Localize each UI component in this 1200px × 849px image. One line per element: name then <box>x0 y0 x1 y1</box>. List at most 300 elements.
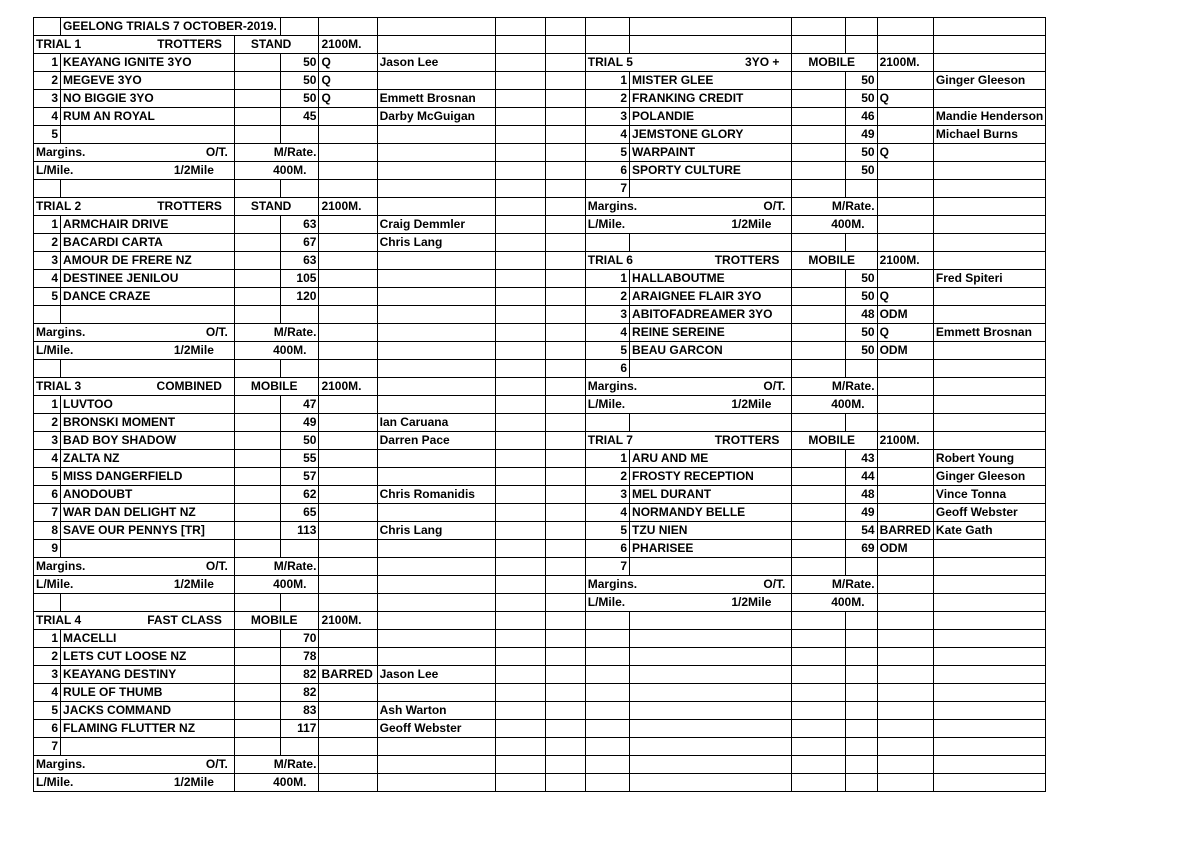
grid-row <box>34 18 1200 36</box>
gap-cell <box>495 414 545 432</box>
grid-row <box>34 738 1200 756</box>
grid-cell <box>933 612 1045 630</box>
gap-cell <box>495 504 545 522</box>
trial-sheet <box>33 17 1200 792</box>
grid-cell <box>61 360 235 378</box>
grid-row <box>34 108 1200 126</box>
runner-number: 7 <box>585 558 629 576</box>
grid-cell <box>319 594 377 612</box>
trial-start-type: MOBILE <box>808 253 856 267</box>
runner-number: 6 <box>585 162 629 180</box>
gap-cell <box>546 306 585 324</box>
handicap: 43 <box>846 450 877 468</box>
handicap <box>280 540 319 558</box>
runner-number: 3 <box>585 486 629 504</box>
runner-number: 3 <box>585 306 629 324</box>
gap-cell <box>546 162 585 180</box>
gap-cell <box>546 234 585 252</box>
gap-cell <box>546 72 585 90</box>
gap-cell <box>495 468 545 486</box>
handicap: 82 <box>280 684 319 702</box>
handicap: 63 <box>280 216 319 234</box>
grid-cell <box>234 144 319 162</box>
gap-cell <box>546 702 585 720</box>
driver-name: Darby McGuigan <box>377 108 495 126</box>
grid-cell <box>792 108 846 126</box>
grid-cell <box>377 576 495 594</box>
horse-name: MACELLI <box>61 630 235 648</box>
grid-cell <box>234 756 319 774</box>
gap-cell <box>546 468 585 486</box>
runner-note <box>877 180 933 198</box>
grid-cell <box>877 396 933 414</box>
grid-cell <box>234 72 280 90</box>
grid-cell <box>792 90 846 108</box>
driver-name <box>377 126 495 144</box>
gap-cell <box>495 198 545 216</box>
grid-cell <box>877 702 933 720</box>
grid-cell <box>585 702 629 720</box>
grid-cell <box>585 36 629 54</box>
grid-cell <box>34 558 235 576</box>
runner-note: Q <box>877 288 933 306</box>
grid-cell <box>585 216 792 234</box>
grid-cell <box>234 108 280 126</box>
margins-label: Margins. <box>587 379 638 393</box>
grid-row <box>34 180 1200 198</box>
handicap: 120 <box>280 288 319 306</box>
gap-cell <box>546 630 585 648</box>
grid-cell <box>234 342 319 360</box>
driver-name <box>933 144 1045 162</box>
gap-cell <box>546 450 585 468</box>
handicap: 48 <box>846 486 877 504</box>
grid-cell <box>585 234 629 252</box>
grid-row <box>34 774 1200 792</box>
last-400m-label: 400M. <box>273 775 307 789</box>
gap-cell <box>495 162 545 180</box>
trial-class: COMBINED <box>156 379 222 393</box>
runner-note <box>877 72 933 90</box>
grid-cell <box>61 180 235 198</box>
horse-name: KEAYANG DESTINY <box>61 666 235 684</box>
grid-cell <box>792 738 846 756</box>
grid-cell <box>792 396 877 414</box>
grid-cell <box>234 360 280 378</box>
last-400m-label: 400M. <box>831 217 865 231</box>
grid-cell <box>377 198 495 216</box>
grid-cell <box>234 216 280 234</box>
runner-number: 2 <box>34 414 61 432</box>
grid-cell <box>846 738 877 756</box>
grid-cell <box>792 126 846 144</box>
grid-cell <box>933 648 1045 666</box>
horse-name: FLAMING FLUTTER NZ <box>61 720 235 738</box>
grid-cell <box>792 684 846 702</box>
trial-name: TRIAL 2 <box>36 199 82 213</box>
grid-cell <box>792 720 846 738</box>
grid-cell <box>846 702 877 720</box>
half-mile-label: 1/2Mile <box>173 343 214 357</box>
grid-cell <box>933 738 1045 756</box>
grid-cell <box>234 198 319 216</box>
grid-cell <box>846 720 877 738</box>
grid-cell <box>792 702 846 720</box>
grid-cell <box>34 594 61 612</box>
grid-row <box>34 468 1200 486</box>
grid-cell <box>933 18 1045 36</box>
gap-cell <box>495 486 545 504</box>
driver-name <box>933 360 1045 378</box>
runner-note <box>319 648 377 666</box>
trial-distance: 2100M. <box>879 55 920 69</box>
driver-name: Geoff Webster <box>933 504 1045 522</box>
gap-cell <box>495 666 545 684</box>
last-mile-label: L/Mile. <box>36 577 74 591</box>
runner-number: 4 <box>34 270 61 288</box>
driver-name: Jason Lee <box>377 666 495 684</box>
grid-cell <box>319 324 377 342</box>
driver-name <box>377 252 495 270</box>
grid-cell <box>585 594 792 612</box>
grid-cell <box>234 774 319 792</box>
grid-cell <box>319 18 377 36</box>
grid-cell <box>585 432 792 450</box>
runner-number: 5 <box>34 126 61 144</box>
runner-note <box>319 216 377 234</box>
horse-name <box>61 738 235 756</box>
grid-cell <box>933 216 1045 234</box>
gap-cell <box>495 756 545 774</box>
grid-cell <box>585 720 629 738</box>
horse-name: REINE SEREINE <box>630 324 792 342</box>
handicap: 69 <box>846 540 877 558</box>
grid-row <box>34 702 1200 720</box>
grid-cell <box>319 612 377 630</box>
gap-cell <box>495 306 545 324</box>
grid-row <box>34 666 1200 684</box>
driver-name: Fred Spiteri <box>933 270 1045 288</box>
trial-start-type: MOBILE <box>250 379 298 393</box>
trial-distance: 2100M. <box>879 253 920 267</box>
trial-distance: 2100M. <box>879 433 920 447</box>
driver-name <box>933 540 1045 558</box>
grid-cell <box>234 504 280 522</box>
gap-cell <box>495 234 545 252</box>
horse-name: JEMSTONE GLORY <box>630 126 792 144</box>
last-mile-label: L/Mile. <box>36 343 74 357</box>
trial-start-type: MOBILE <box>250 613 298 627</box>
grid-cell <box>34 342 235 360</box>
runner-note <box>319 684 377 702</box>
runner-note <box>319 630 377 648</box>
grid-cell <box>792 342 846 360</box>
runner-number: 3 <box>34 252 61 270</box>
handicap: 50 <box>280 90 319 108</box>
horse-name: HALLABOUTME <box>630 270 792 288</box>
gap-cell <box>546 504 585 522</box>
grid-cell <box>34 36 235 54</box>
overtime-label: O/T. <box>205 145 228 159</box>
half-mile-label: 1/2Mile <box>173 577 214 591</box>
grid-cell <box>792 612 846 630</box>
grid-cell <box>877 234 933 252</box>
overtime-label: O/T. <box>205 559 228 573</box>
runner-number: 2 <box>34 234 61 252</box>
gap-cell <box>546 198 585 216</box>
handicap <box>280 738 319 756</box>
runner-number: 7 <box>34 504 61 522</box>
runner-note <box>319 396 377 414</box>
runner-note: BARRED <box>877 522 933 540</box>
runner-number: 1 <box>34 216 61 234</box>
grid-cell <box>877 432 933 450</box>
margins-label: Margins. <box>587 577 638 591</box>
horse-name <box>630 360 792 378</box>
grid-row <box>34 144 1200 162</box>
trial-class: TROTTERS <box>157 37 222 51</box>
driver-name: Ginger Gleeson <box>933 72 1045 90</box>
grid-cell <box>877 648 933 666</box>
grid-cell <box>585 18 629 36</box>
grid-cell <box>877 18 933 36</box>
overtime-label: O/T. <box>205 325 228 339</box>
horse-name: JACKS COMMAND <box>61 702 235 720</box>
grid-cell <box>630 18 792 36</box>
driver-name: Vince Tonna <box>933 486 1045 504</box>
gap-cell <box>546 612 585 630</box>
gap-cell <box>495 432 545 450</box>
runner-number: 4 <box>585 324 629 342</box>
gap-cell <box>495 612 545 630</box>
trial-name: TRIAL 6 <box>587 253 633 267</box>
grid-cell <box>877 666 933 684</box>
runner-number: 2 <box>585 288 629 306</box>
runner-note <box>319 504 377 522</box>
grid-cell <box>933 198 1045 216</box>
grid-cell <box>34 324 235 342</box>
runner-number: 8 <box>34 522 61 540</box>
grid-cell <box>846 666 877 684</box>
grid-cell <box>585 630 629 648</box>
gap-cell <box>546 558 585 576</box>
gap-cell <box>495 774 545 792</box>
handicap: 55 <box>280 450 319 468</box>
handicap <box>280 126 319 144</box>
handicap: 63 <box>280 252 319 270</box>
grid-cell <box>34 162 235 180</box>
driver-name <box>933 162 1045 180</box>
trial-distance: 2100M. <box>321 613 362 627</box>
grid-cell <box>933 36 1045 54</box>
grid-cell <box>34 378 235 396</box>
grid-cell <box>933 54 1045 72</box>
runner-note <box>319 468 377 486</box>
runner-note <box>877 162 933 180</box>
gap-cell <box>546 540 585 558</box>
grid-cell <box>319 378 377 396</box>
grid-cell <box>792 288 846 306</box>
horse-name <box>61 126 235 144</box>
gap-cell <box>546 144 585 162</box>
runner-number: 5 <box>585 342 629 360</box>
grid-cell <box>234 396 280 414</box>
sheet-title: GEELONG TRIALS 7 OCTOBER-2019. <box>61 18 281 36</box>
grid-cell <box>585 396 792 414</box>
grid-cell <box>846 234 877 252</box>
grid-cell <box>933 630 1045 648</box>
grid-cell <box>377 756 495 774</box>
runner-number: 6 <box>585 540 629 558</box>
handicap <box>280 306 319 324</box>
gap-cell <box>546 432 585 450</box>
grid-cell <box>933 666 1045 684</box>
grid-cell <box>234 666 280 684</box>
trial-start-type: MOBILE <box>808 433 856 447</box>
driver-name <box>377 540 495 558</box>
margins-label: Margins. <box>36 145 86 159</box>
handicap: 49 <box>846 504 877 522</box>
grid-cell <box>630 414 792 432</box>
handicap: 62 <box>280 486 319 504</box>
trial-grid <box>33 17 1200 792</box>
driver-name <box>377 306 495 324</box>
mile-rate-label: M/Rate. <box>831 379 875 393</box>
trial-class: 3YO + <box>745 55 780 69</box>
half-mile-label: 1/2Mile <box>173 163 214 177</box>
gap-cell <box>495 72 545 90</box>
grid-cell <box>280 594 319 612</box>
trial-distance: 2100M. <box>321 37 362 51</box>
grid-cell <box>877 414 933 432</box>
grid-cell <box>234 738 280 756</box>
grid-cell <box>630 756 792 774</box>
grid-cell <box>792 648 846 666</box>
trial-start-type: STAND <box>250 199 292 213</box>
overtime-label: O/T. <box>763 577 786 591</box>
handicap: 50 <box>846 72 877 90</box>
driver-name <box>933 180 1045 198</box>
gap-cell <box>546 648 585 666</box>
grid-cell <box>34 774 235 792</box>
half-mile-label: 1/2Mile <box>731 217 772 231</box>
handicap: 50 <box>846 162 877 180</box>
driver-name: Chris Romanidis <box>377 486 495 504</box>
grid-row <box>34 594 1200 612</box>
grid-cell <box>377 774 495 792</box>
grid-cell <box>319 774 377 792</box>
grid-row <box>34 612 1200 630</box>
grid-cell <box>630 234 792 252</box>
grid-cell <box>61 594 235 612</box>
runner-number: 4 <box>34 684 61 702</box>
grid-cell <box>933 396 1045 414</box>
grid-cell <box>792 504 846 522</box>
grid-cell <box>234 612 319 630</box>
grid-cell <box>234 486 280 504</box>
last-mile-label: L/Mile. <box>36 775 74 789</box>
gap-cell <box>546 108 585 126</box>
grid-cell <box>792 756 846 774</box>
runner-note: Q <box>319 54 377 72</box>
handicap: 113 <box>280 522 319 540</box>
handicap: 57 <box>280 468 319 486</box>
horse-name <box>61 540 235 558</box>
handicap: 48 <box>846 306 877 324</box>
runner-note <box>877 126 933 144</box>
handicap: 70 <box>280 630 319 648</box>
grid-row <box>34 540 1200 558</box>
grid-cell <box>234 702 280 720</box>
runner-note: ODM <box>877 342 933 360</box>
grid-cell <box>234 270 280 288</box>
grid-cell <box>234 252 280 270</box>
gap-cell <box>495 270 545 288</box>
handicap: 78 <box>280 648 319 666</box>
mile-rate-label: M/Rate. <box>831 577 875 591</box>
gap-cell <box>546 270 585 288</box>
gap-cell <box>546 738 585 756</box>
gap-cell <box>495 108 545 126</box>
horse-name: MEGEVE 3YO <box>61 72 235 90</box>
horse-name <box>630 558 792 576</box>
runner-note <box>319 270 377 288</box>
horse-name: SAVE OUR PENNYS [TR] <box>61 522 235 540</box>
gap-cell <box>546 90 585 108</box>
gap-cell <box>495 18 545 36</box>
overtime-label: O/T. <box>205 757 228 771</box>
grid-cell <box>234 90 280 108</box>
grid-cell <box>280 180 319 198</box>
grid-cell <box>319 558 377 576</box>
mile-rate-label: M/Rate. <box>273 559 317 573</box>
grid-cell <box>933 414 1045 432</box>
grid-cell <box>846 630 877 648</box>
grid-cell <box>792 270 846 288</box>
grid-cell <box>234 180 280 198</box>
grid-cell <box>630 702 792 720</box>
overtime-label: O/T. <box>763 199 786 213</box>
handicap: 50 <box>846 342 877 360</box>
grid-cell <box>792 774 846 792</box>
gap-cell <box>546 378 585 396</box>
trial-class: FAST CLASS <box>147 613 222 627</box>
horse-name: PHARISEE <box>630 540 792 558</box>
driver-name: Emmett Brosnan <box>933 324 1045 342</box>
horse-name: ARAIGNEE FLAIR 3YO <box>630 288 792 306</box>
last-mile-label: L/Mile. <box>587 397 626 411</box>
gap-cell <box>495 216 545 234</box>
grid-cell <box>877 378 933 396</box>
driver-name: Darren Pace <box>377 432 495 450</box>
grid-cell <box>234 288 280 306</box>
grid-row <box>34 504 1200 522</box>
gap-cell <box>546 36 585 54</box>
grid-cell <box>792 54 877 72</box>
last-mile-label: L/Mile. <box>36 163 74 177</box>
grid-cell <box>792 468 846 486</box>
grid-cell <box>377 558 495 576</box>
handicap: 46 <box>846 108 877 126</box>
runner-number: 9 <box>34 540 61 558</box>
grid-cell <box>234 54 280 72</box>
grid-cell <box>377 18 495 36</box>
grid-cell <box>319 756 377 774</box>
horse-name: RUM AN ROYAL <box>61 108 235 126</box>
grid-cell <box>34 360 61 378</box>
grid-cell <box>319 198 377 216</box>
handicap: 49 <box>846 126 877 144</box>
